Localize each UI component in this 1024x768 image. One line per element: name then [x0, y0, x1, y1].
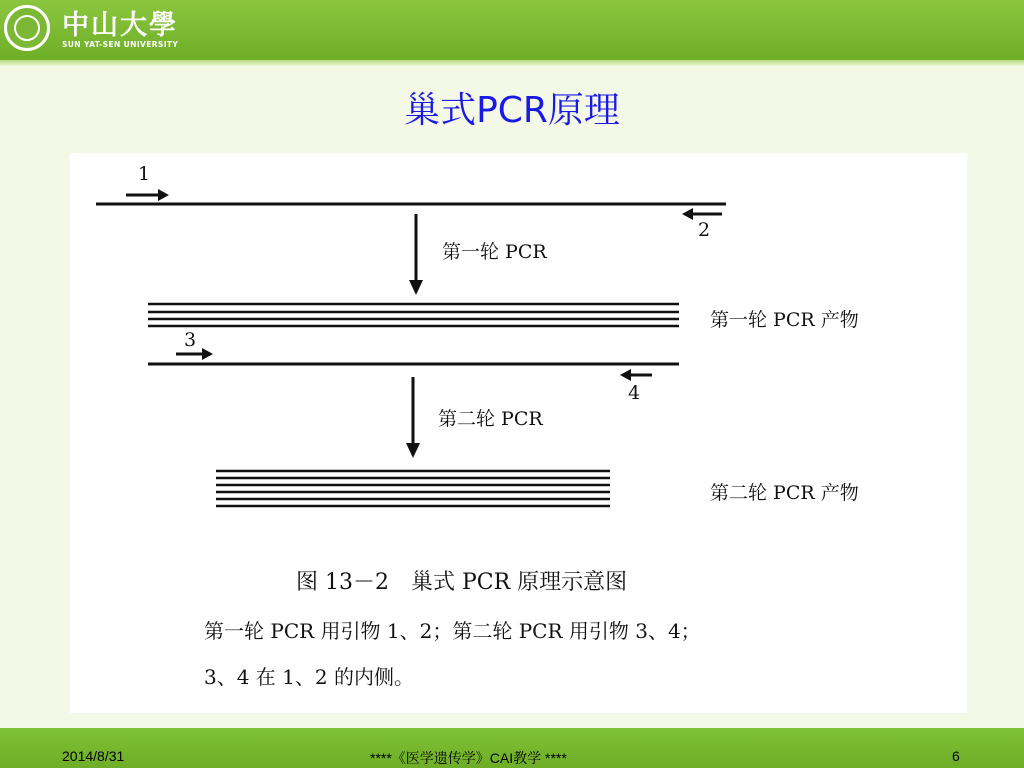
primer-4-label: 4 — [628, 382, 641, 404]
logo-english-name: SUN YAT-SEN UNIVERSITY — [62, 40, 179, 49]
round1-product-label: 第一轮 PCR 产物 — [710, 309, 859, 331]
primer-1-arrow — [126, 189, 169, 201]
round2-product-label: 第二轮 PCR 产物 — [710, 482, 859, 504]
page-number: 6 — [952, 748, 960, 764]
nested-pcr-figure — [70, 153, 967, 713]
round1-down-arrow — [409, 214, 423, 295]
slide-title: 巢式PCR原理 — [404, 90, 620, 131]
primer-1-label: 1 — [138, 163, 151, 185]
round2-label: 第二轮 PCR — [438, 408, 543, 430]
university-logo — [4, 3, 194, 53]
footer-date: 2014/8/31 — [62, 748, 125, 764]
primer-2-label: 2 — [698, 219, 711, 241]
footer-bar — [0, 728, 1024, 768]
primer-4-arrow — [620, 369, 652, 381]
round1-product-lines — [148, 304, 679, 326]
header-bar — [0, 0, 1024, 60]
university-seal-icon — [4, 5, 50, 51]
header-divider — [0, 60, 1024, 66]
figure-caption-line2: 3、4 在 1、2 的内侧。 — [204, 665, 414, 689]
figure-caption-line1: 第一轮 PCR 用引物 1、2；第二轮 PCR 用引物 3、4； — [204, 619, 701, 643]
figure-caption-title: 图 13－2 巢式 PCR 原理示意图 — [296, 570, 628, 595]
primer-3-label: 3 — [184, 329, 197, 351]
round1-label: 第一轮 PCR — [442, 241, 547, 263]
round2-product-lines — [216, 471, 610, 506]
round2-down-arrow — [406, 377, 420, 458]
logo-chinese-name: 中山大學 — [62, 10, 178, 41]
footer-course-title: ****《医学遗传学》CAI教学 **** — [370, 750, 567, 766]
